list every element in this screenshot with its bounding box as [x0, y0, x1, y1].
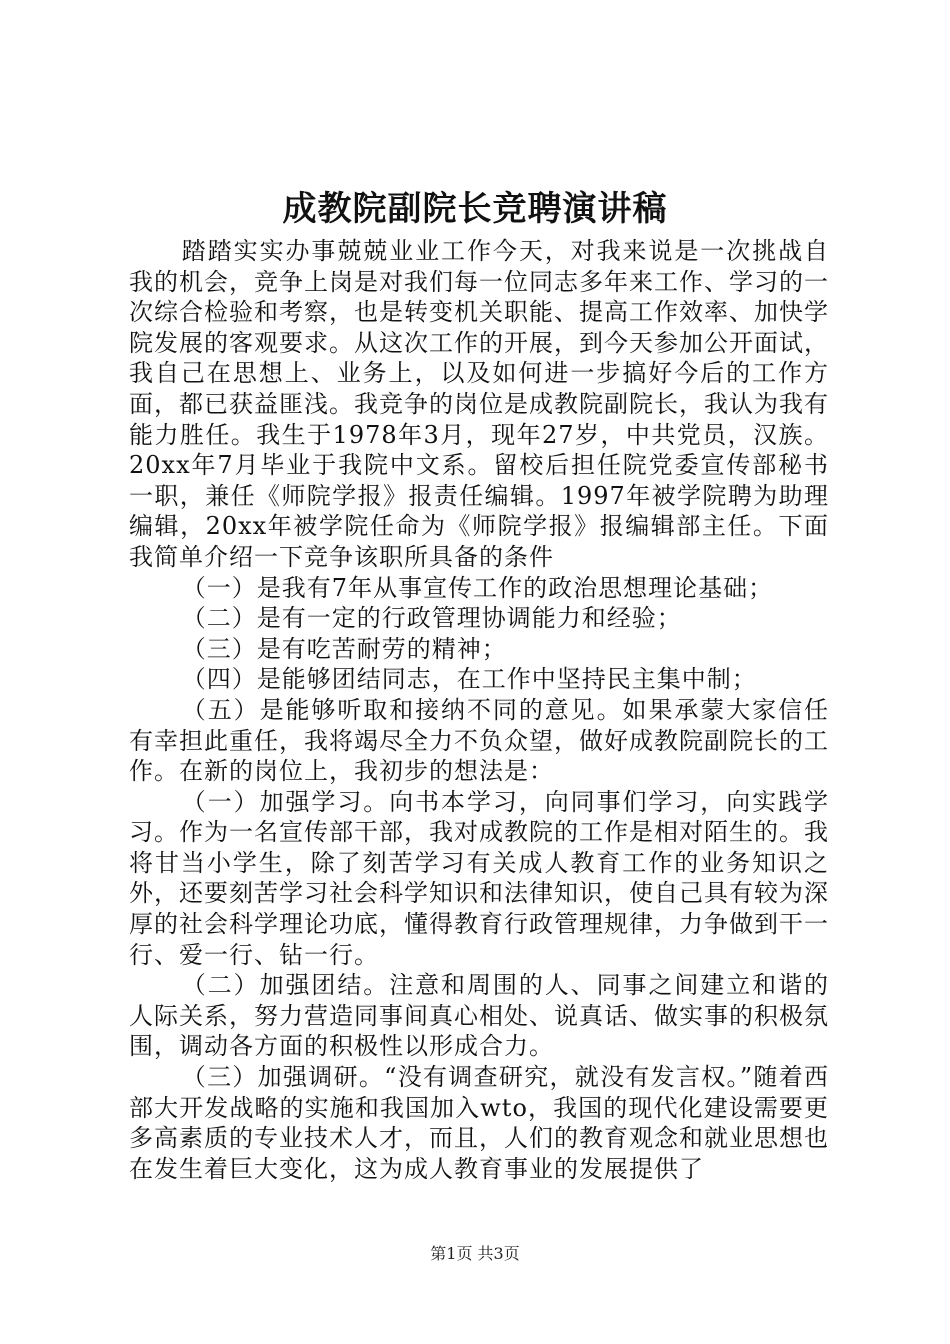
document-body [129, 236, 829, 1184]
paragraph-intro: 踏踏实实办事兢兢业业工作今天，对我来说是一次挑战自我的机会，竞争上岗是对我们每一位同志多年来工作、学习的一次综合检验和考察，也是转变机关职能、提高工作效率、加快学院发展的客观要求。从这次工作的开展，到今天参加公开面试，我自己在思想上、业务上，以及如何进一步搞好今后的工作方面，都已获益匪浅。我竞争的岗位是成教院副院长，我认为我有能力胜任。我生于1978年3月，现年27岁，中共党员，汉族。20xx年7月毕业于我院中文系。留校后担任院党委宣传部秘书一职，兼任《师院学报》报责任编辑。1997年被学院聘为助理编辑，20xx年被学院任命为《师院学报》报编辑部主任。下面我简单介绍一下竞争该职所具备的条件 [129, 237, 829, 571]
page-footer: 第1页 共3页 [430, 1244, 520, 1263]
paragraph-plan-research: （三）加强调研。“没有调查研究，就没有发言权。”随着西部大开发战略的实施和我国加入wto，我国的现代化建设需要更多高素质的专业技术人才，而且，人们的教育观念和就业思想也在发生着巨大变化，这为成人教育事业的发展提供了 [129, 1063, 829, 1183]
document-title: 成教院副院长竞聘演讲稿 [282, 189, 668, 229]
paragraph-plan-study: （一）加强学习。向书本学习，向同事们学习，向实践学习。作为一名宣传部干部，我对成教院的工作是相对陌生的。我将甘当小学生，除了刻苦学习有关成人教育工作的业务知识之外，还要刻苦学习社会科学知识和法律知识，使自己具有较为深厚的社会科学理论功底，懂得教育行政管理规律，力争做到干一行、爱一行、钻一行。 [129, 787, 829, 969]
paragraph-condition-3: （三）是有吃苦耐劳的精神； [181, 634, 507, 663]
paragraph-plan-unity: （二）加强团结。注意和周围的人、同事之间建立和谐的人际关系，努力营造同事间真心相处、说真话、做实事的积极氛围，调动各方面的积极性以形成合力。 [129, 971, 829, 1061]
paragraph-condition-1: （一）是我有7年从事宣传工作的政治思想理论基础； [181, 573, 774, 602]
paragraph-condition-2: （二）是有一定的行政管理协调能力和经验； [181, 604, 682, 633]
paragraph-condition-4: （四）是能够团结同志，在工作中坚持民主集中制； [181, 665, 757, 694]
paragraph-condition-5: （五）是能够听取和接纳不同的意见。如果承蒙大家信任有幸担此重任，我将竭尽全力不负众望，做好成教院副院长的工作。在新的岗位上，我初步的想法是： [129, 695, 829, 786]
